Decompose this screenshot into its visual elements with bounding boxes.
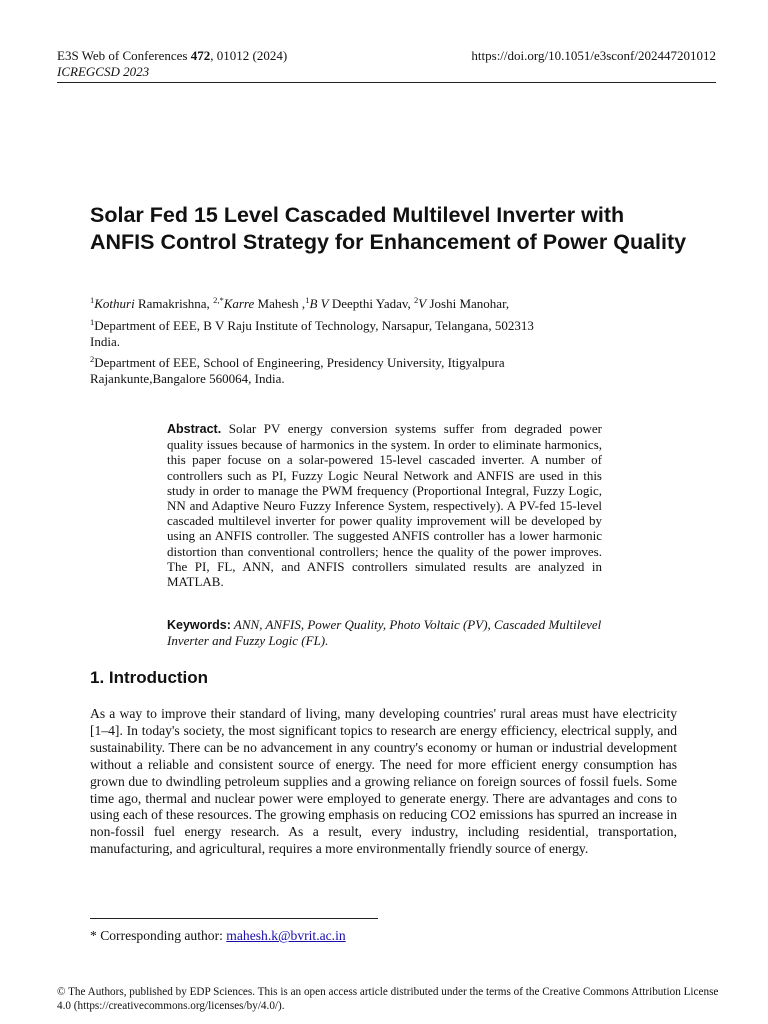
affiliation-text: Department of EEE, B V Raju Institute of Technology, Narsapur, Telangana, 502313 xyxy=(94,318,534,333)
footnote-label: * Corresponding author: xyxy=(90,928,227,943)
author-superscript: 2,* xyxy=(213,295,224,305)
journal-volume: 472 xyxy=(190,48,211,63)
author-superscript: 1 xyxy=(305,295,310,305)
introduction-paragraph: As a way to improve their standard of living, many developing countries' rural areas must have electricity [1–4]. In today's society, the most significant topics to research are energy efficiency, electrical supply, and sustainability. There can be no advancement in any country's economy or human or industrial development without a reliable and consistent source of energy. The need for more efficient energy consumption has grown due to dwindling petroleum supplies and a growing reliance on foreign sources of fossil fuels. Some time ago, thermal and nuclear power were employed to generate energy. There are advantages and cons to using each of these resources. The growing emphasis on reducing CO2 emissions has spurred an increase in non-fossil fuel energy research. As a result, every industry, including residential, transportation, manufacturing, and agricultural, requires a more environmentally friendly source of energy. xyxy=(90,706,677,857)
header-divider xyxy=(57,82,716,83)
author-superscript: 1 xyxy=(90,295,95,305)
author-given-name: Karre xyxy=(223,296,255,311)
affiliation-1 xyxy=(90,318,690,350)
keywords-text: ANN, ANFIS, Power Quality, Photo Voltaic (PV), Cascaded Multilevel Inverter and Fuzzy Logic (FL). xyxy=(167,617,602,648)
author-given-name: V xyxy=(418,296,427,311)
affiliation-country: India. xyxy=(90,334,120,349)
author-given-name: B V xyxy=(309,296,329,311)
doi-link[interactable]: https://doi.org/10.1051/e3sconf/202447201012 xyxy=(471,48,716,63)
keywords xyxy=(167,617,602,649)
paper-title: Solar Fed 15 Level Cascaded Multilevel Inverter with ANFIS Control Strategy for Enhancement of Power Quality xyxy=(90,203,687,254)
journal-citation xyxy=(57,48,457,64)
affiliation-superscript: 1 xyxy=(90,317,95,327)
abstract xyxy=(167,421,602,589)
affiliation-2 xyxy=(90,355,690,387)
affiliation-text: Department of EEE, School of Engineering, Presidency University, Itigyalpura xyxy=(94,355,505,370)
author-given-name: Kothuri xyxy=(94,296,135,311)
author-surname: Joshi Manohar, xyxy=(426,296,510,311)
abstract-text: Solar PV energy conversion systems suffer from degraded power quality issues because of harmonics in the system. In order to eliminate harmonics, this paper focuse on a solar-powered 15-level cascaded inverter. A number of controllers such as PI, Fuzzy Logic Neural Network and ANFIS are used in this study in order to manage the PWM frequency (Proportional Integral, Fuzzy Logic, NN and Adaptive Neuro Fuzzy Inference System, respectively). A PV-fed 15-level cascaded multilevel inverter for power quality improvement will be developed by using an ANFIS controller. The suggested ANFIS controller has a lower harmonic distortion than conventional controllers; hence the quality of the power improves. The PI, FL, ANN, and ANFIS controllers simulated results are analyzed in MATLAB. xyxy=(167,421,602,590)
author-superscript: 2 xyxy=(414,295,419,305)
running-header-left xyxy=(57,48,457,80)
author-surname: Ramakrishna, xyxy=(134,296,214,311)
license-notice: © The Authors, published by EDP Sciences. This is an open access article distributed under the terms of the Creative Commons Attribution License 4.0 (https://creativecommons.org/licenses/by/4.0/). xyxy=(57,986,719,1012)
affiliation-address: Rajankunte,Bangalore 560064, India. xyxy=(90,371,285,386)
author-list xyxy=(90,296,690,312)
article-number: , 01012 (2024) xyxy=(210,48,288,63)
author-surname: Deepthi Yadav, xyxy=(328,296,415,311)
footnote-divider xyxy=(90,918,378,919)
conference-name: ICREGCSD 2023 xyxy=(57,64,150,79)
author-email-link[interactable]: mahesh.k@bvrit.ac.in xyxy=(226,928,346,943)
author-surname: Mahesh , xyxy=(254,296,306,311)
keywords-label: Keywords: xyxy=(167,618,231,632)
abstract-label: Abstract. xyxy=(167,422,222,436)
section-heading-introduction: 1. Introduction xyxy=(90,668,209,687)
corresponding-author-footnote xyxy=(90,927,346,944)
affiliation-superscript: 2 xyxy=(90,354,95,364)
journal-name: E3S Web of Conferences xyxy=(57,48,191,63)
